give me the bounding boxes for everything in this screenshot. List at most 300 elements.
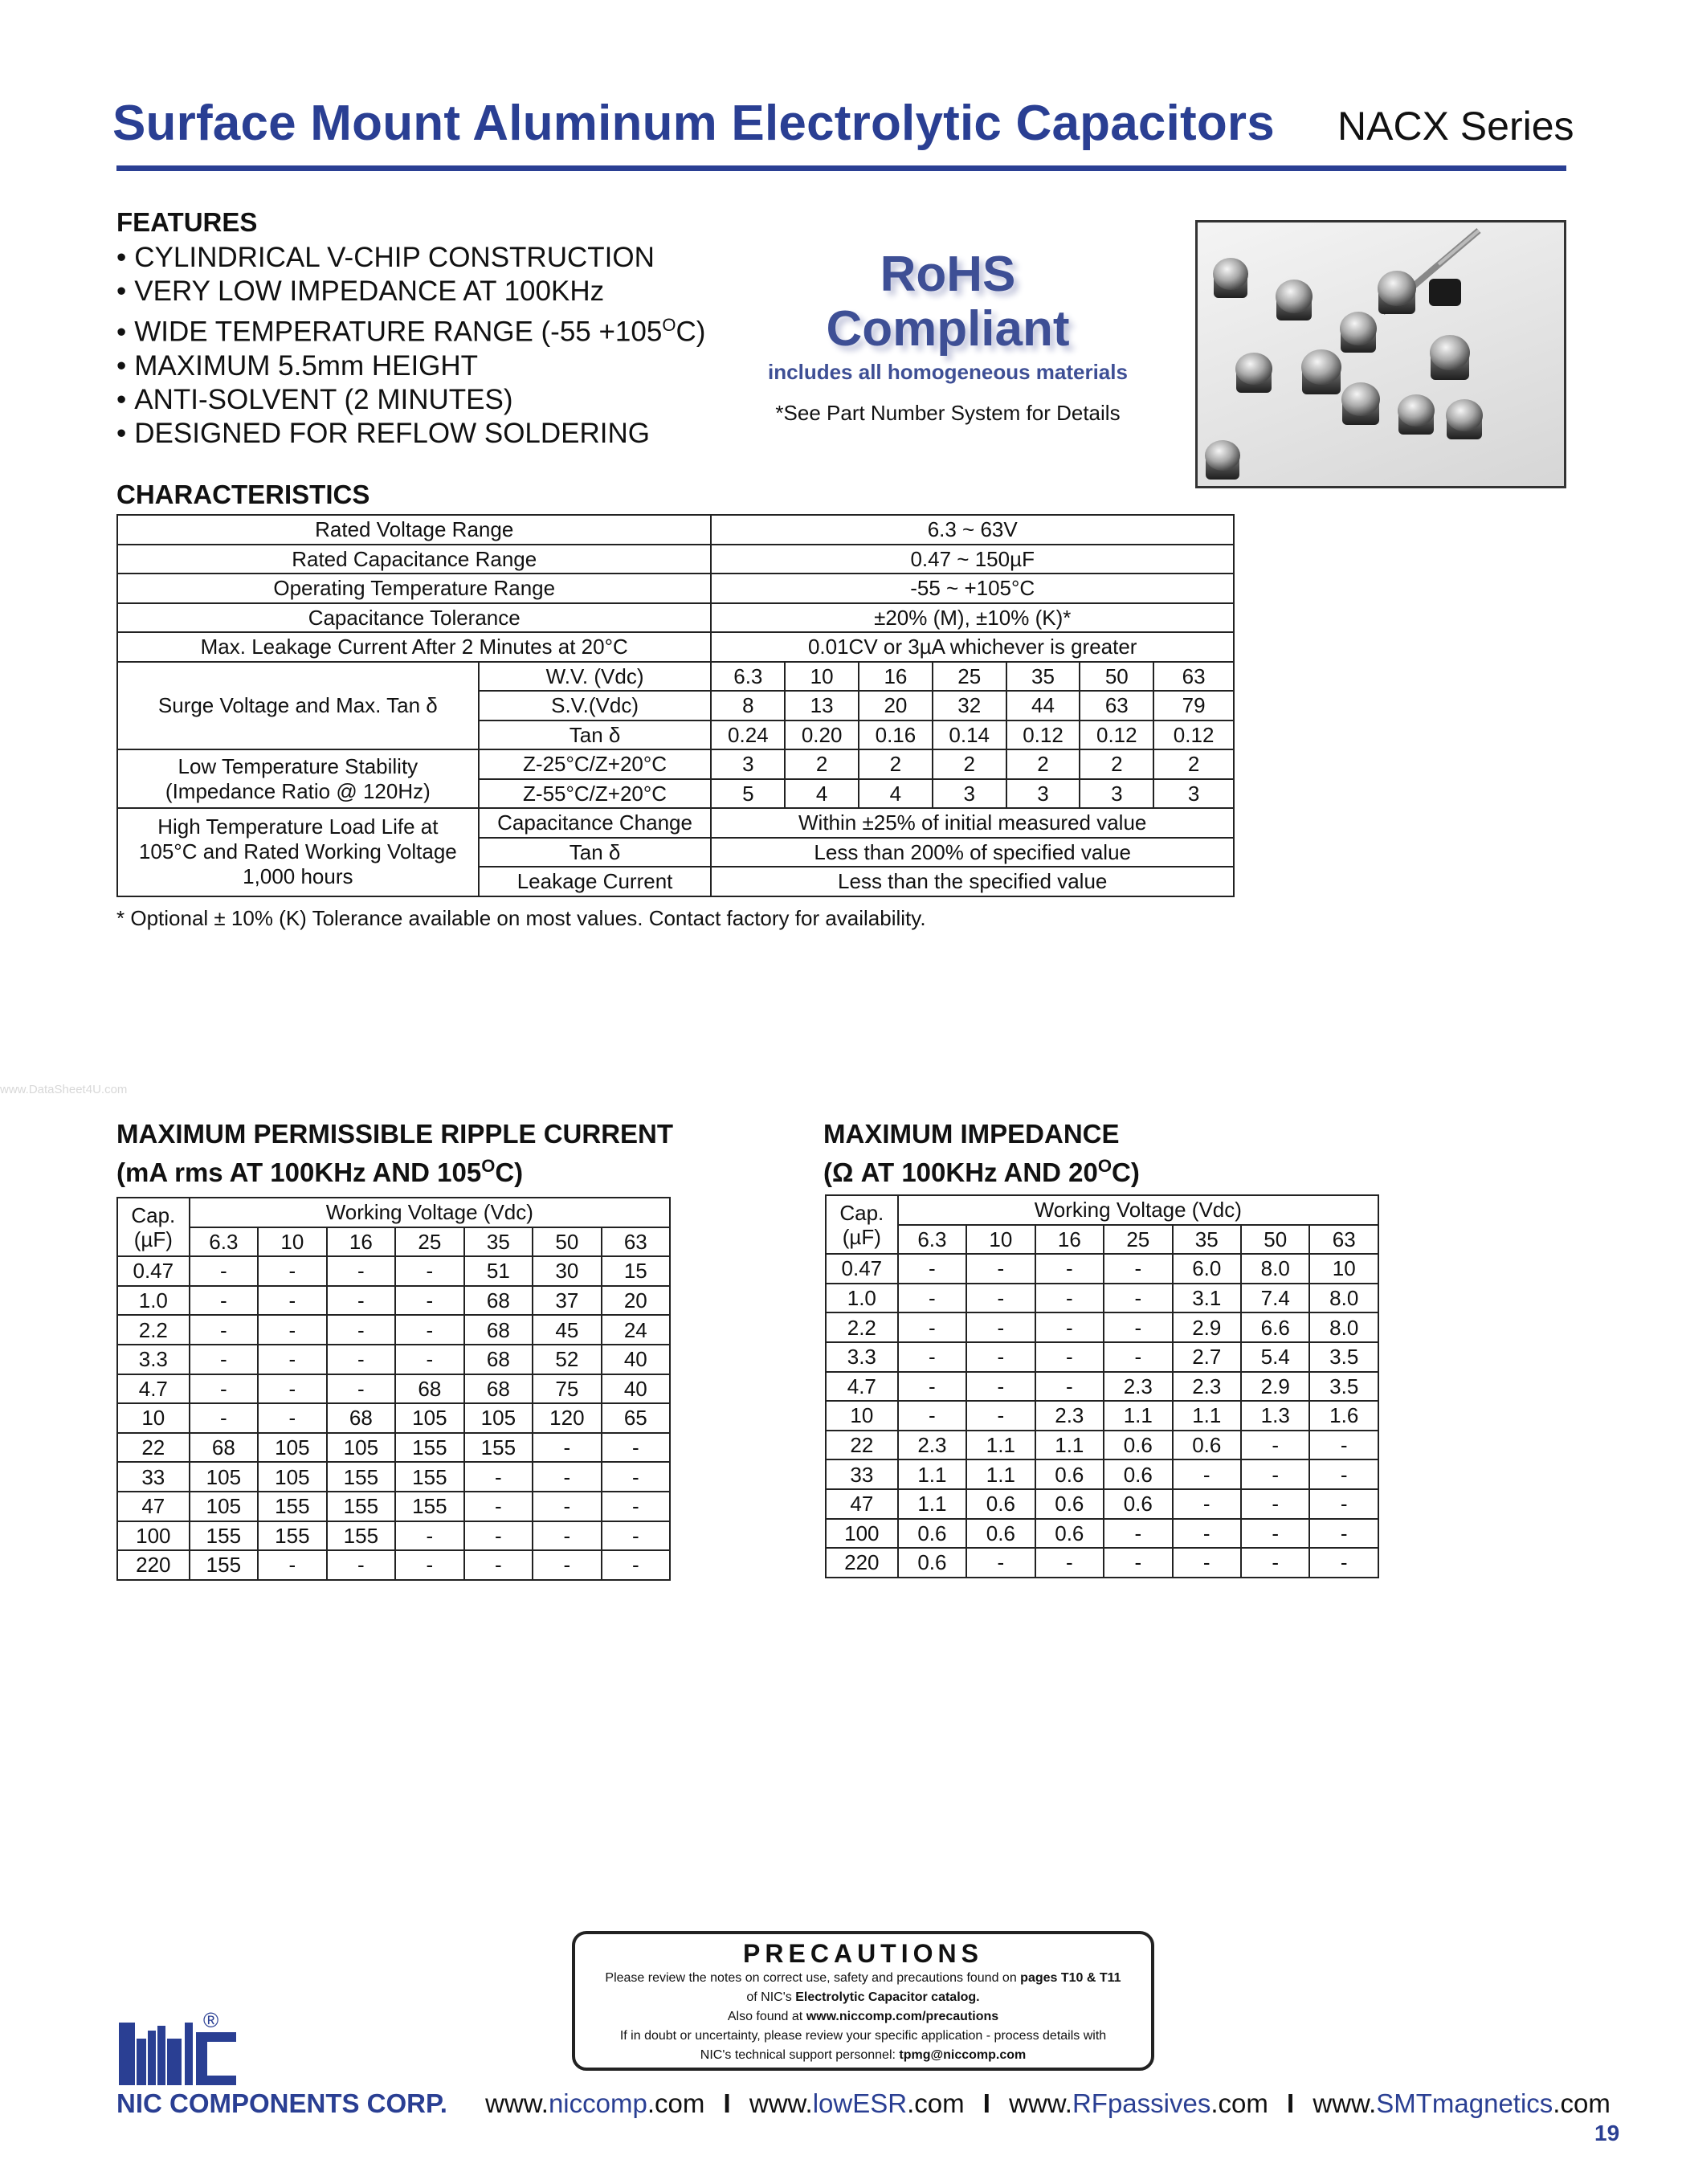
cap-value: 4.7 bbox=[117, 1374, 190, 1404]
cell: 2 bbox=[859, 749, 933, 779]
text: NIC's technical support personnel: bbox=[700, 2048, 900, 2062]
cell: 8.0 bbox=[1309, 1284, 1378, 1313]
cell: - bbox=[395, 1256, 464, 1286]
row-value: 0.01CV or 3µA whichever is greater bbox=[711, 632, 1234, 662]
table-row bbox=[117, 1315, 670, 1345]
cell: - bbox=[190, 1345, 259, 1374]
cell: 2.3 bbox=[1035, 1401, 1104, 1431]
cell: 68 bbox=[464, 1374, 533, 1404]
row-value: ±20% (M), ±10% (K)* bbox=[711, 603, 1234, 633]
cell: - bbox=[1035, 1312, 1104, 1342]
rohs-note: *See Part Number System for Details bbox=[775, 401, 1121, 425]
cell: - bbox=[395, 1550, 464, 1580]
cell: - bbox=[395, 1345, 464, 1374]
cell: - bbox=[1173, 1519, 1241, 1549]
cell: - bbox=[1173, 1489, 1241, 1519]
sub-label: W.V. (Vdc) bbox=[479, 662, 712, 692]
separator: I bbox=[982, 2088, 990, 2118]
tolerance-note: * Optional ± 10% (K) Tolerance available on most values. Contact factory for availability. bbox=[116, 906, 926, 930]
cell: - bbox=[327, 1315, 396, 1345]
cell: 105 bbox=[258, 1433, 327, 1463]
cell: 155 bbox=[327, 1521, 396, 1551]
precautions-line4: If in doubt or uncertainty, please review your specific application - process details with bbox=[619, 2029, 1107, 2043]
cell: 3 bbox=[1006, 779, 1080, 809]
cell: - bbox=[898, 1372, 966, 1402]
ripple-heading-line1: MAXIMUM PERMISSIBLE RIPPLE CURRENT bbox=[116, 1119, 674, 1149]
cell: - bbox=[898, 1284, 966, 1313]
separator: I bbox=[723, 2088, 731, 2118]
cell: 20 bbox=[859, 691, 933, 721]
voltage-header: 6.3 bbox=[190, 1227, 259, 1257]
cap-value: 1.0 bbox=[826, 1284, 898, 1313]
cell: - bbox=[258, 1286, 327, 1316]
cell: - bbox=[966, 1284, 1035, 1313]
cell: 3 bbox=[1153, 779, 1234, 809]
cell: - bbox=[1241, 1459, 1309, 1489]
cell: 0.6 bbox=[966, 1489, 1035, 1519]
cell: 0.12 bbox=[1006, 721, 1080, 750]
cell: - bbox=[1035, 1342, 1104, 1372]
cell: - bbox=[258, 1403, 327, 1433]
text: www. bbox=[1009, 2088, 1072, 2118]
feature-item: • DESIGNED FOR REFLOW SOLDERING bbox=[116, 417, 705, 451]
text: www. bbox=[749, 2088, 813, 2118]
voltage-header: 16 bbox=[327, 1227, 396, 1257]
table-row bbox=[826, 1459, 1378, 1489]
impedance-heading-text: (Ω AT 100KHz AND 20 bbox=[823, 1157, 1098, 1187]
cell: - bbox=[1104, 1254, 1172, 1284]
cap-value: 100 bbox=[826, 1519, 898, 1549]
cell: - bbox=[258, 1315, 327, 1345]
cell: - bbox=[1241, 1519, 1309, 1549]
cap-value: 3.3 bbox=[826, 1342, 898, 1372]
table-row bbox=[117, 1403, 670, 1433]
row-value: 0.47 ~ 150µF bbox=[711, 545, 1234, 574]
cell: - bbox=[1104, 1312, 1172, 1342]
cell: 5 bbox=[711, 779, 785, 809]
cell: 2.9 bbox=[1241, 1372, 1309, 1402]
cell: 4 bbox=[785, 779, 859, 809]
cell: 8.0 bbox=[1309, 1312, 1378, 1342]
series-name: NACX Series bbox=[1337, 104, 1574, 149]
cap-header bbox=[117, 1198, 190, 1256]
table-row bbox=[117, 1433, 670, 1463]
sub-label: Z-55°C/Z+20°C bbox=[479, 779, 712, 809]
cell: - bbox=[1035, 1548, 1104, 1578]
voltage-header: 35 bbox=[464, 1227, 533, 1257]
cell: 0.24 bbox=[711, 721, 785, 750]
voltage-header: 63 bbox=[602, 1227, 670, 1257]
table-header-row bbox=[117, 1227, 670, 1257]
table-row bbox=[826, 1401, 1378, 1431]
cell: - bbox=[602, 1521, 670, 1551]
cell: 79 bbox=[1153, 691, 1234, 721]
cell: 0.6 bbox=[898, 1519, 966, 1549]
text: .com bbox=[1553, 2088, 1611, 2118]
cell: 3.5 bbox=[1309, 1372, 1378, 1402]
table-row bbox=[826, 1284, 1378, 1313]
cell: - bbox=[602, 1462, 670, 1492]
feature-text-tail: C) bbox=[676, 316, 706, 348]
cell: 10 bbox=[785, 662, 859, 692]
cell: 2 bbox=[1006, 749, 1080, 779]
cell: 32 bbox=[933, 691, 1006, 721]
cell: - bbox=[966, 1254, 1035, 1284]
cell: - bbox=[258, 1374, 327, 1404]
cell: - bbox=[966, 1342, 1035, 1372]
voltage-header: 50 bbox=[533, 1227, 602, 1257]
cell: - bbox=[602, 1550, 670, 1580]
table-row bbox=[117, 1492, 670, 1521]
voltage-header: 63 bbox=[1309, 1225, 1378, 1255]
rohs-badge bbox=[739, 247, 1157, 426]
cell: - bbox=[898, 1312, 966, 1342]
text-bold: pages T10 bbox=[1020, 1971, 1084, 1985]
cell: - bbox=[1104, 1548, 1172, 1578]
cell: - bbox=[327, 1550, 396, 1580]
cell: 1.1 bbox=[898, 1459, 966, 1489]
table-header-row bbox=[826, 1225, 1378, 1255]
cell: 50 bbox=[1080, 662, 1153, 692]
cell: 0.14 bbox=[933, 721, 1006, 750]
cell: 2.3 bbox=[1104, 1372, 1172, 1402]
cell: 3 bbox=[1080, 779, 1153, 809]
table-row bbox=[117, 1462, 670, 1492]
cell: 65 bbox=[602, 1403, 670, 1433]
cap-header bbox=[826, 1195, 898, 1254]
voltage-header: 35 bbox=[1173, 1225, 1241, 1255]
cell: - bbox=[1241, 1548, 1309, 1578]
cell: 68 bbox=[327, 1403, 396, 1433]
cell: 8.0 bbox=[1241, 1254, 1309, 1284]
cell: - bbox=[966, 1548, 1035, 1578]
text: .com bbox=[907, 2088, 965, 2118]
ripple-current-table bbox=[116, 1197, 671, 1581]
cell: 105 bbox=[258, 1462, 327, 1492]
table-row bbox=[826, 1312, 1378, 1342]
text: .com bbox=[647, 2088, 705, 2118]
cell: 155 bbox=[395, 1462, 464, 1492]
cell: 6.0 bbox=[1173, 1254, 1241, 1284]
cell: 0.6 bbox=[1104, 1431, 1172, 1460]
capacitor-chips-illustration bbox=[1198, 222, 1564, 486]
table-row bbox=[826, 1519, 1378, 1549]
row-label: Operating Temperature Range bbox=[117, 574, 711, 603]
feature-item: • VERY LOW IMPEDANCE AT 100KHz bbox=[116, 275, 705, 308]
cell: - bbox=[190, 1403, 259, 1433]
cell: 75 bbox=[533, 1374, 602, 1404]
cell: 24 bbox=[602, 1315, 670, 1345]
cell: 155 bbox=[464, 1433, 533, 1463]
cell: - bbox=[327, 1286, 396, 1316]
voltage-header: 50 bbox=[1241, 1225, 1309, 1255]
cell: 155 bbox=[327, 1492, 396, 1521]
precautions-line3 bbox=[575, 2007, 1151, 2027]
cell: 44 bbox=[1006, 691, 1080, 721]
cell: 63 bbox=[1080, 691, 1153, 721]
support-email-link[interactable]: tpmg@niccomp.com bbox=[899, 2048, 1027, 2062]
row-label: Capacitance Tolerance bbox=[117, 603, 711, 633]
low-temp-label-1: Low Temperature Stability bbox=[178, 753, 418, 778]
cell: 30 bbox=[533, 1256, 602, 1286]
cell: - bbox=[966, 1372, 1035, 1402]
row-value: 6.3 ~ 63V bbox=[711, 515, 1234, 545]
cell: 0.6 bbox=[1104, 1459, 1172, 1489]
precautions-line1 bbox=[575, 1969, 1151, 1988]
load-life-label-1: High Temperature Load Life at bbox=[157, 814, 439, 839]
cell: 155 bbox=[258, 1492, 327, 1521]
cell: 1.1 bbox=[966, 1431, 1035, 1460]
cell: 155 bbox=[258, 1521, 327, 1551]
voltage-header: 16 bbox=[1035, 1225, 1104, 1255]
cell: - bbox=[327, 1345, 396, 1374]
cell: 45 bbox=[533, 1315, 602, 1345]
table-row bbox=[826, 1254, 1378, 1284]
cell: 2.9 bbox=[1173, 1312, 1241, 1342]
feature-item bbox=[116, 308, 705, 349]
cell: - bbox=[602, 1492, 670, 1521]
cell: - bbox=[395, 1521, 464, 1551]
cap-value: 1.0 bbox=[117, 1286, 190, 1316]
precautions-link[interactable]: www.niccomp.com/precautions bbox=[806, 2010, 999, 2023]
cell: 105 bbox=[327, 1433, 396, 1463]
table-row bbox=[117, 749, 1234, 779]
feature-item: • MAXIMUM 5.5mm HEIGHT bbox=[116, 349, 705, 383]
cell: 155 bbox=[190, 1521, 259, 1551]
cap-value: 47 bbox=[117, 1492, 190, 1521]
cell: - bbox=[533, 1433, 602, 1463]
cell: 6.3 bbox=[711, 662, 785, 692]
company-name: NIC COMPONENTS CORP. bbox=[116, 2088, 447, 2118]
cell: - bbox=[533, 1462, 602, 1492]
cell: - bbox=[327, 1374, 396, 1404]
cell: 40 bbox=[602, 1374, 670, 1404]
cell: 10 bbox=[1309, 1254, 1378, 1284]
text: of NIC's bbox=[746, 1990, 796, 2004]
degree-sup: O bbox=[1097, 1156, 1112, 1176]
precautions-heading: PRECAUTIONS bbox=[743, 1939, 983, 1968]
row-label: Rated Voltage Range bbox=[117, 515, 711, 545]
table-row bbox=[826, 1548, 1378, 1578]
table-header-row bbox=[826, 1195, 1378, 1225]
cell: - bbox=[464, 1521, 533, 1551]
surge-label: Surge Voltage and Max. Tan δ bbox=[117, 662, 479, 750]
cell: - bbox=[1104, 1284, 1172, 1313]
cell: - bbox=[898, 1342, 966, 1372]
low-temp-label bbox=[117, 749, 479, 808]
cap-value: 220 bbox=[826, 1548, 898, 1578]
cell: 8 bbox=[711, 691, 785, 721]
row-value: Within ±25% of initial measured value bbox=[711, 808, 1234, 838]
cap-value: 2.2 bbox=[826, 1312, 898, 1342]
cell: 0.6 bbox=[966, 1519, 1035, 1549]
load-life-label-2: 105°C and Rated Working Voltage bbox=[138, 839, 457, 864]
cell: 2 bbox=[1153, 749, 1234, 779]
footer-link-rfpassives[interactable] bbox=[1009, 2088, 1268, 2118]
cell: 1.1 bbox=[1173, 1401, 1241, 1431]
voltage-header: 25 bbox=[1104, 1225, 1172, 1255]
cell: 0.6 bbox=[898, 1548, 966, 1578]
load-life-label-3: 1,000 hours bbox=[243, 864, 353, 889]
degree-sup: O bbox=[481, 1156, 496, 1176]
cell: 1.1 bbox=[1104, 1401, 1172, 1431]
cell: - bbox=[1241, 1489, 1309, 1519]
table-row bbox=[117, 1521, 670, 1551]
text: www. bbox=[1313, 2088, 1377, 2118]
table-row bbox=[826, 1489, 1378, 1519]
cell: 1.1 bbox=[966, 1459, 1035, 1489]
sub-label: Tan δ bbox=[479, 721, 712, 750]
cell: 3.1 bbox=[1173, 1284, 1241, 1313]
cap-label: Cap. bbox=[839, 1200, 884, 1225]
table-row bbox=[117, 574, 1234, 603]
cell: 4 bbox=[859, 779, 933, 809]
cell: - bbox=[258, 1550, 327, 1580]
text-bold: T11 bbox=[1099, 1971, 1121, 1985]
cap-value: 47 bbox=[826, 1489, 898, 1519]
table-row bbox=[117, 662, 1234, 692]
cell: - bbox=[898, 1254, 966, 1284]
table-header-row bbox=[117, 1198, 670, 1227]
watermark: www.DataSheet4U.com bbox=[0, 1083, 128, 1096]
table-row bbox=[117, 1550, 670, 1580]
cell: 155 bbox=[395, 1492, 464, 1521]
cap-value: 3.3 bbox=[117, 1345, 190, 1374]
text: www. bbox=[485, 2088, 549, 2118]
footer-link-niccomp[interactable] bbox=[485, 2088, 704, 2118]
cell: - bbox=[1035, 1284, 1104, 1313]
rohs-compliant: Compliant bbox=[826, 301, 1070, 357]
cell: - bbox=[1309, 1519, 1378, 1549]
cell: 16 bbox=[859, 662, 933, 692]
degree-sup: O bbox=[662, 315, 676, 335]
table-row bbox=[117, 632, 1234, 662]
cell: - bbox=[190, 1374, 259, 1404]
sub-label: Capacitance Change bbox=[479, 808, 712, 838]
cell: 13 bbox=[785, 691, 859, 721]
cell: 105 bbox=[464, 1403, 533, 1433]
cell: 0.12 bbox=[1153, 721, 1234, 750]
cell: - bbox=[190, 1315, 259, 1345]
cell: 2 bbox=[933, 749, 1006, 779]
working-voltage-header: Working Voltage (Vdc) bbox=[898, 1195, 1378, 1225]
cell: 7.4 bbox=[1241, 1284, 1309, 1313]
features-heading: FEATURES bbox=[116, 207, 258, 237]
footer bbox=[116, 2088, 1611, 2119]
cap-value: 100 bbox=[117, 1521, 190, 1551]
cell: 0.6 bbox=[1035, 1519, 1104, 1549]
cell: 1.6 bbox=[1309, 1401, 1378, 1431]
characteristics-table bbox=[116, 514, 1235, 897]
cell: 68 bbox=[464, 1286, 533, 1316]
impedance-heading-tail: C) bbox=[1111, 1157, 1140, 1187]
cell: - bbox=[1035, 1254, 1104, 1284]
cell: - bbox=[533, 1550, 602, 1580]
table-row bbox=[117, 808, 1234, 838]
sub-label: Leakage Current bbox=[479, 867, 712, 896]
text: RFpassives bbox=[1072, 2088, 1211, 2118]
nic-logo-icon bbox=[119, 2015, 239, 2088]
rohs-title: RoHS bbox=[880, 247, 1016, 302]
impedance-table bbox=[825, 1194, 1379, 1578]
cell: - bbox=[1309, 1431, 1378, 1460]
cell: 105 bbox=[190, 1492, 259, 1521]
table-row bbox=[117, 1345, 670, 1374]
cell: 3 bbox=[933, 779, 1006, 809]
cell: 0.6 bbox=[1173, 1431, 1241, 1460]
voltage-header: 10 bbox=[258, 1227, 327, 1257]
cell: 25 bbox=[933, 662, 1006, 692]
cell: 2 bbox=[1080, 749, 1153, 779]
cell: - bbox=[464, 1492, 533, 1521]
ripple-heading-line2 bbox=[116, 1150, 673, 1189]
cell: - bbox=[1241, 1431, 1309, 1460]
table-row bbox=[117, 603, 1234, 633]
voltage-header: 25 bbox=[395, 1227, 464, 1257]
cell: 105 bbox=[190, 1462, 259, 1492]
cell: 6.6 bbox=[1241, 1312, 1309, 1342]
cell: 0.6 bbox=[1104, 1489, 1172, 1519]
cell: 5.4 bbox=[1241, 1342, 1309, 1372]
cap-value: 2.2 bbox=[117, 1315, 190, 1345]
cap-value: 0.47 bbox=[117, 1256, 190, 1286]
text: Please review the notes on correct use, safety and precautions found on bbox=[605, 1971, 1021, 1985]
footer-link-smtmagnetics[interactable] bbox=[1313, 2088, 1610, 2118]
voltage-header: 10 bbox=[966, 1225, 1035, 1255]
cell: 105 bbox=[395, 1403, 464, 1433]
load-life-label bbox=[117, 808, 479, 896]
text-bold: & bbox=[1083, 1971, 1100, 1985]
cap-value: 4.7 bbox=[826, 1372, 898, 1402]
cell: 68 bbox=[190, 1433, 259, 1463]
header-rule bbox=[116, 165, 1566, 171]
table-row bbox=[826, 1372, 1378, 1402]
cell: 155 bbox=[395, 1433, 464, 1463]
cell: 155 bbox=[327, 1462, 396, 1492]
impedance-heading bbox=[823, 1118, 1140, 1189]
cell: - bbox=[258, 1345, 327, 1374]
cell: 37 bbox=[533, 1286, 602, 1316]
cap-value: 22 bbox=[117, 1433, 190, 1463]
cap-value: 33 bbox=[117, 1462, 190, 1492]
impedance-heading-line2 bbox=[823, 1150, 1140, 1189]
cell: 0.16 bbox=[859, 721, 933, 750]
cell: 2.3 bbox=[898, 1431, 966, 1460]
cell: - bbox=[602, 1433, 670, 1463]
row-label: Max. Leakage Current After 2 Minutes at 20°C bbox=[117, 632, 711, 662]
feature-item: • CYLINDRICAL V-CHIP CONSTRUCTION bbox=[116, 241, 705, 275]
row-value: -55 ~ +105°C bbox=[711, 574, 1234, 603]
footer-link-lowesr[interactable] bbox=[749, 2088, 965, 2118]
table-row bbox=[117, 515, 1234, 545]
cell: - bbox=[1309, 1489, 1378, 1519]
feature-text: WIDE TEMPERATURE RANGE (-55 +105 bbox=[134, 316, 663, 348]
text: SMTmagnetics bbox=[1376, 2088, 1553, 2118]
cell: 1.3 bbox=[1241, 1401, 1309, 1431]
page-title: Surface Mount Aluminum Electrolytic Capacitors bbox=[112, 96, 1275, 151]
cell: - bbox=[1309, 1459, 1378, 1489]
low-temp-label-2: (Impedance Ratio @ 120Hz) bbox=[165, 778, 431, 803]
working-voltage-header: Working Voltage (Vdc) bbox=[190, 1198, 670, 1227]
cell: 120 bbox=[533, 1403, 602, 1433]
rohs-subtitle: includes all homogeneous materials bbox=[768, 360, 1128, 384]
cell: - bbox=[464, 1462, 533, 1492]
table-row bbox=[117, 1374, 670, 1404]
cell: - bbox=[1309, 1548, 1378, 1578]
cell: - bbox=[898, 1401, 966, 1431]
cell: - bbox=[966, 1401, 1035, 1431]
registered-mark: ® bbox=[203, 2008, 219, 2032]
